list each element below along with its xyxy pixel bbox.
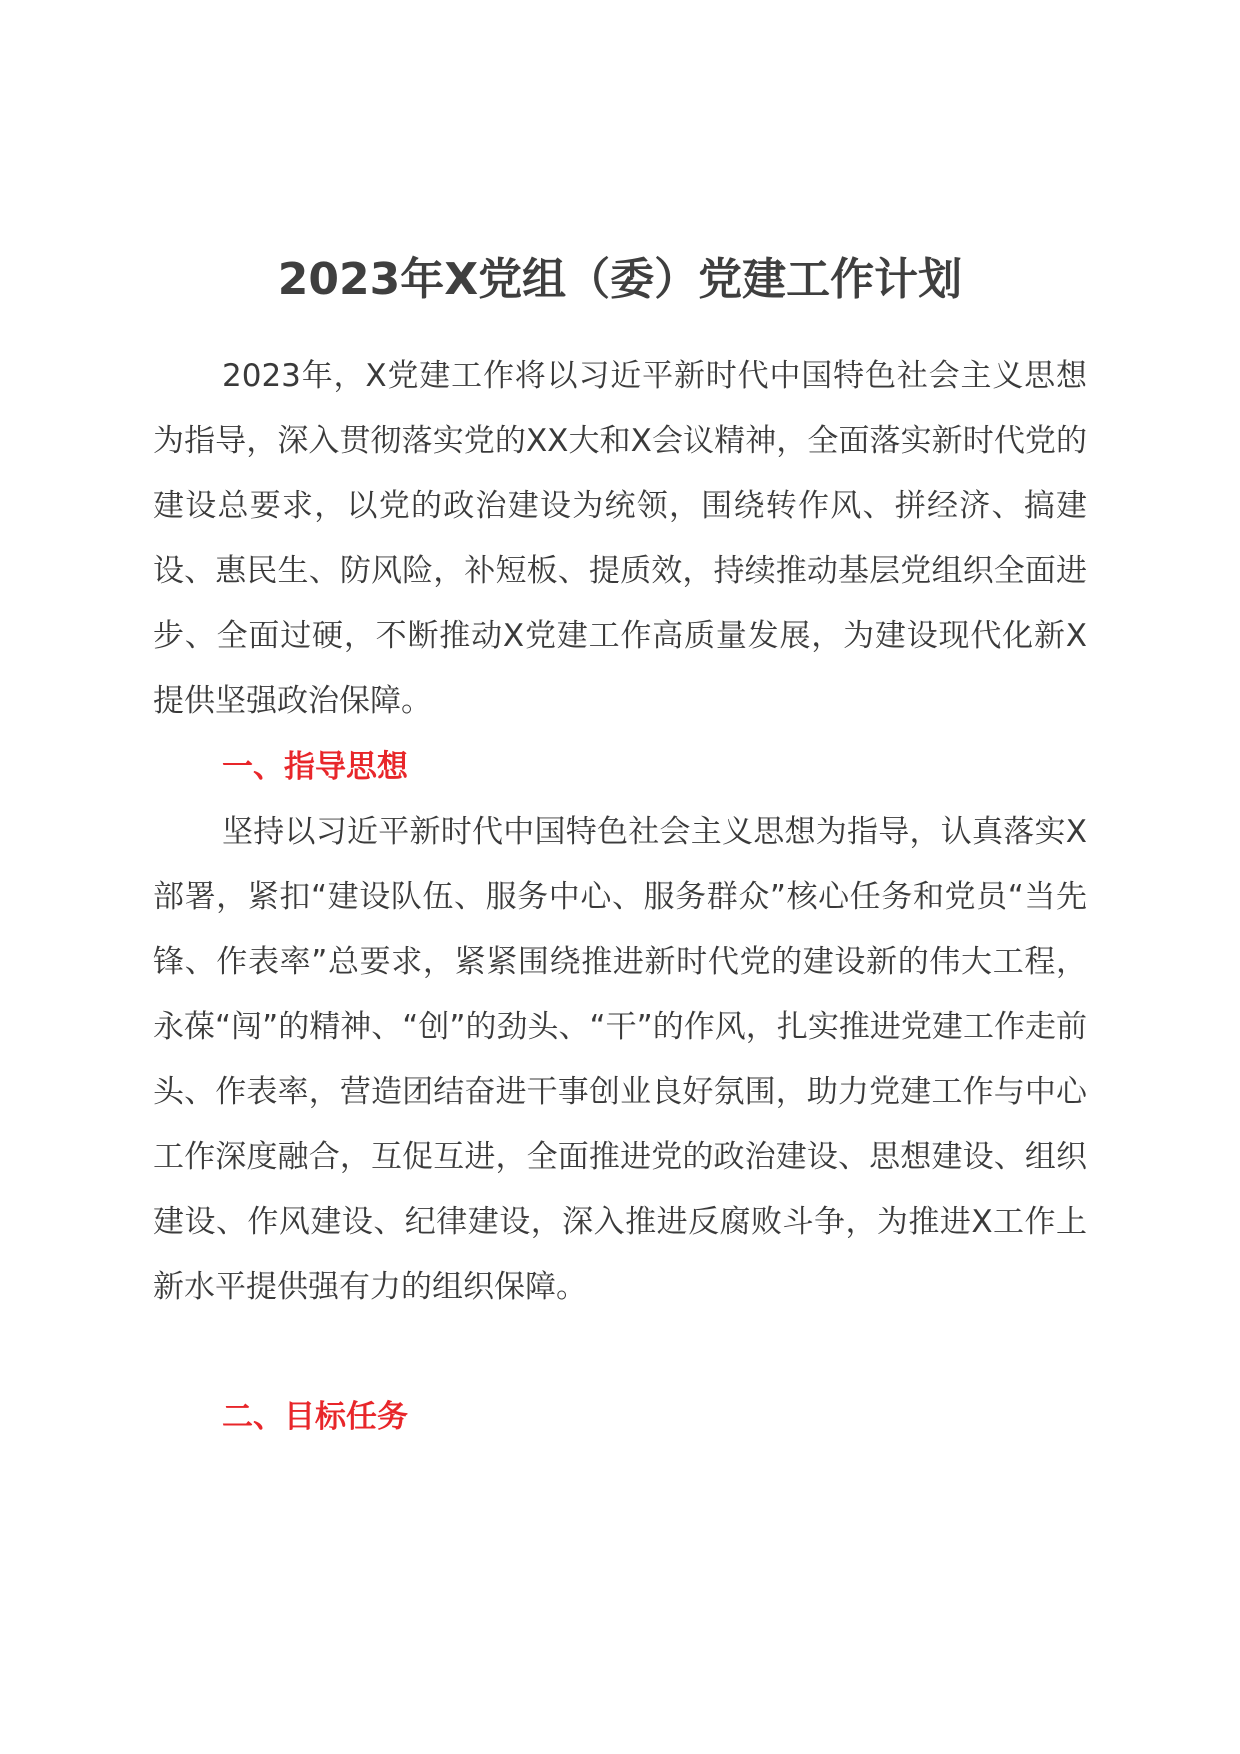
section-heading-goals-tasks: 二、目标任务 — [222, 1399, 408, 1435]
page-title: 2023年X党组（委）党建工作计划 — [277, 254, 963, 305]
intro-paragraph: 2023年，X党建工作将以习近平新时代中国特色社会主义思想为指导，深入贯彻落实党的XX大和X会议精神，全面落实新时代党的建设总要求，以党的政治建设为统领，围绕转作风、拼经济、搞建设、惠民生、防风险，补短板、提质效，持续推动基层党组织全面进步、全面过硬，不断推动X党建工作高质量发展，为建设现代化新X提供坚强政治保障。 — [153, 358, 1087, 719]
section-heading-guiding-ideology: 一、指导思想 — [222, 749, 408, 785]
guiding-ideology-paragraph: 坚持以习近平新时代中国特色社会主义思想为指导，认真落实X部署，紧扣“建设队伍、服务中心、服务群众”核心任务和党员“当先锋、作表率”总要求，紧紧围绕推进新时代党的建设新的伟大工程，永葆“闯”的精神、“创”的劲头、“干”的作风，扎实推进党建工作走前头、作表率，营造团结奋进干事创业良好氛围，助力党建工作与中心工作深度融合，互促互进，全面推进党的政治建设、思想建设、组织建设、作风建设、纪律建设，深入推进反腐败斗争，为推进X工作上新水平提供强有力的组织保障。 — [153, 814, 1087, 1305]
